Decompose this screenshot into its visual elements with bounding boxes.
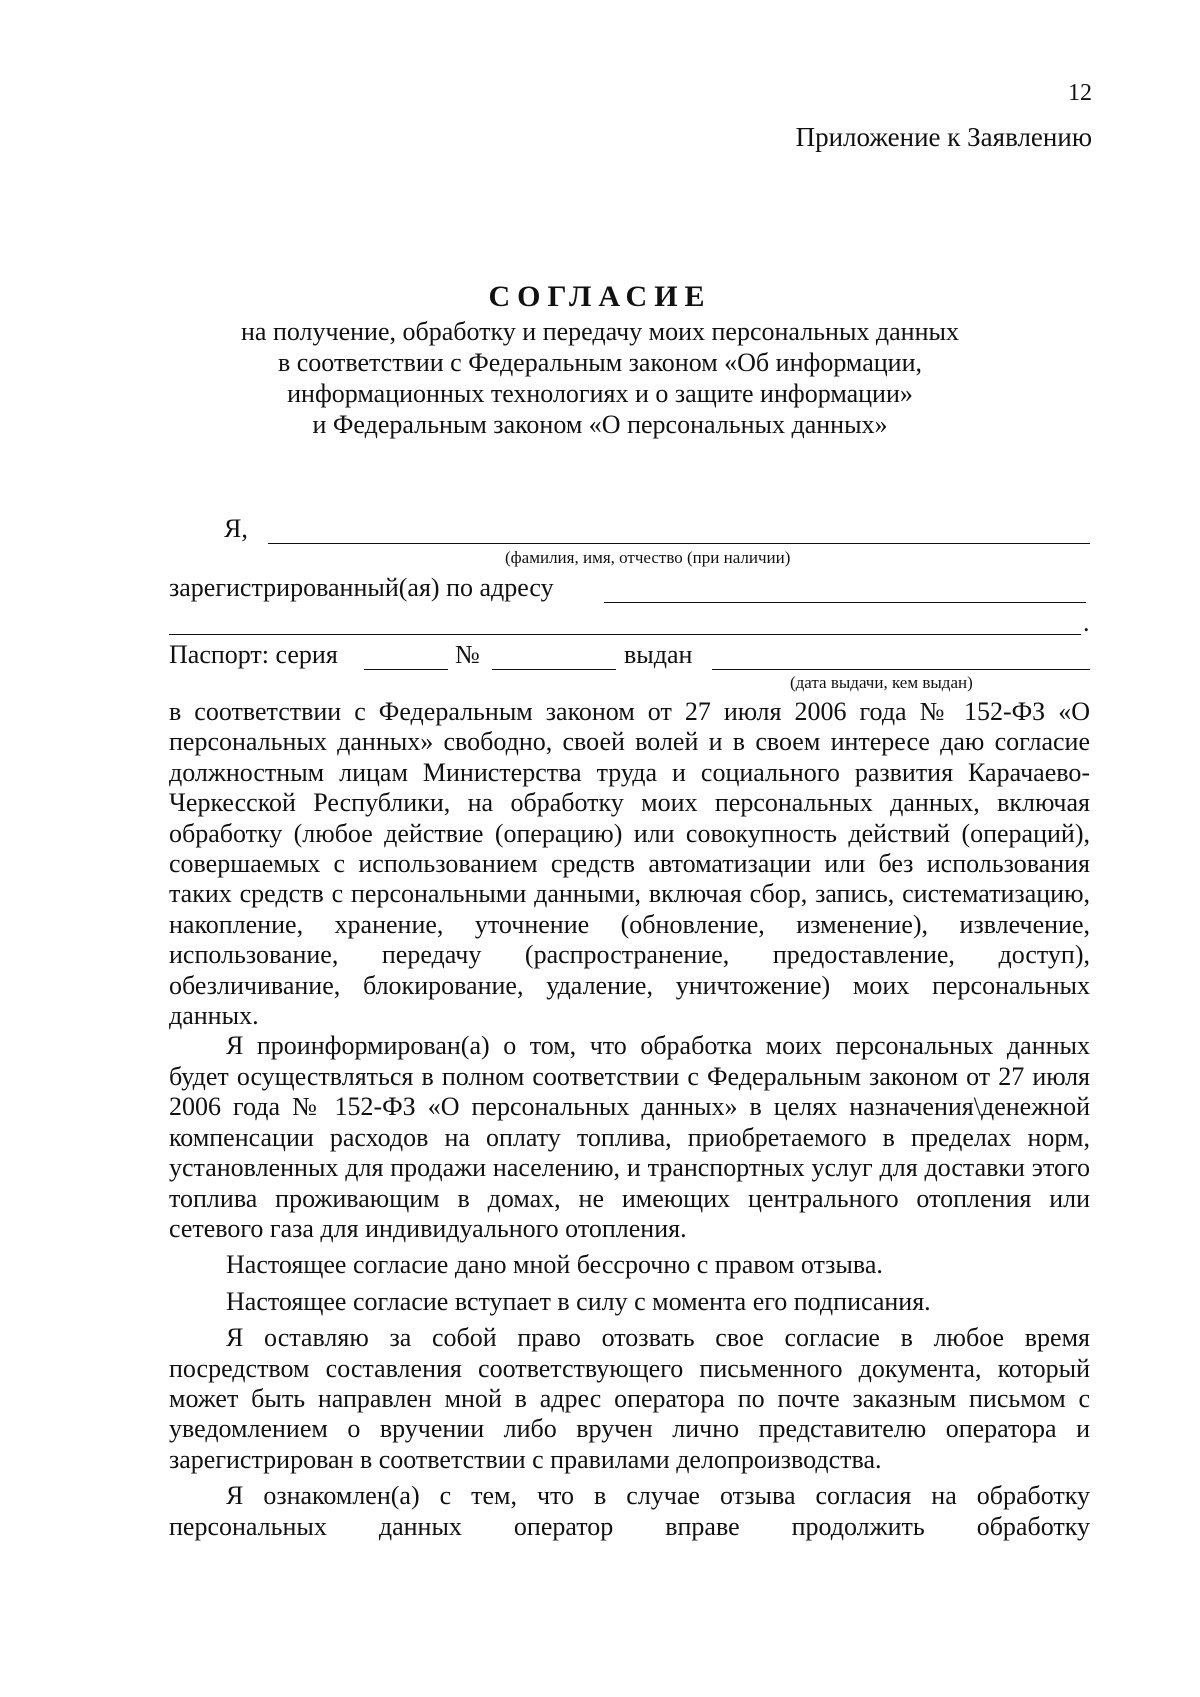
subtitle-line: информационных технологиях и о защите информации» <box>287 379 913 408</box>
number-label: № <box>455 640 480 669</box>
paragraph-effective: Настоящее согласие вступает в силу с момента его подписания. <box>226 1286 931 1316</box>
address-continuation-blank[interactable] <box>169 634 1081 635</box>
subtitle-line: на получение, обработку и передачу моих персональных данных <box>241 317 959 346</box>
address-label: зарегистрированный(ая) по адресу <box>169 573 554 602</box>
document-title: СОГЛАСИЕ <box>488 280 712 313</box>
paragraph-validity: Настоящее согласие дано мной бессрочно с правом отзыва. <box>226 1250 883 1280</box>
title-block <box>0 278 1200 440</box>
issued-label: выдан <box>624 640 693 669</box>
passport-number-blank[interactable] <box>492 669 616 670</box>
fio-blank[interactable] <box>268 543 1090 544</box>
i-label: Я, <box>224 514 248 543</box>
paragraph-acknowledged: Я ознакомлен(а) с тем, что в случае отзыва согласия на обработку персональных данных оператор вправе продолжить обработку <box>169 1481 1090 1541</box>
appendix-label: Приложение к Заявлению <box>795 122 1092 152</box>
passport-label: Паспорт: серия <box>169 640 338 669</box>
paragraph-informed: Я проинформирован(а) о том, что обработка моих персональных данных будет осуществляться в полном соответствии с Федеральным законом от 27 июля 2006 года № 152-ФЗ «О персональных данных» в целях назначения\денежной компенсации расходов на оплату топлива, приобретаемого в пределах норм, установленных для продажи населению, и транспортных услуг для доставки этого топлива проживающим в домах, не имеющих центрального отопления или сетевого газа для индивидуального отопления. <box>169 1031 1090 1243</box>
body-text <box>169 697 1090 1542</box>
subtitle-line: и Федеральным законом «О персональных данных» <box>312 410 888 439</box>
address-blank[interactable] <box>604 602 1086 603</box>
paragraph-consent: в соответствии с Федеральным законом от 27 июля 2006 года № 152-ФЗ «О персональных данных» свободно, своей волей и в своем интересе даю согласие должностным лицам Министерства труда и социального развития Карачаево-Черкесской Республики, на обработку моих персональных данных, включая обработку (любое действие (операцию) или совокупность действий (операций), совершаемых с использованием средств автоматизации или без использования таких средств с персональными данными, включая сбор, запись, систематизацию, накопление, хранение, уточнение (обновление, изменение), извлечение, использование, передачу (распространение, предоставление, доступ), обезличивание, блокирование, удаление, уничтожение) моих персональных данных. <box>169 697 1090 1031</box>
issued-caption: (дата выдачи, кем выдан) <box>790 673 973 692</box>
passport-issued-blank[interactable] <box>712 669 1090 670</box>
passport-series-blank[interactable] <box>364 669 448 670</box>
fio-caption: (фамилия, имя, отчество (при наличии) <box>505 548 791 567</box>
subtitle-line: в соответствии с Федеральным законом «Об информации, <box>277 348 922 377</box>
paragraph-revocation: Я оставляю за собой право отозвать свое согласие в любое время посредством составления соответствующего письменного документа, который может быть направлен мной в адрес оператора по почте заказным письмом с уведомлением о вручении либо вручен лично представителю оператора и зарегистрирован в соответствии с правилами делопроизводства. <box>169 1323 1090 1474</box>
page-number: 12 <box>1068 80 1092 106</box>
address-end-dot: . <box>1083 608 1090 637</box>
